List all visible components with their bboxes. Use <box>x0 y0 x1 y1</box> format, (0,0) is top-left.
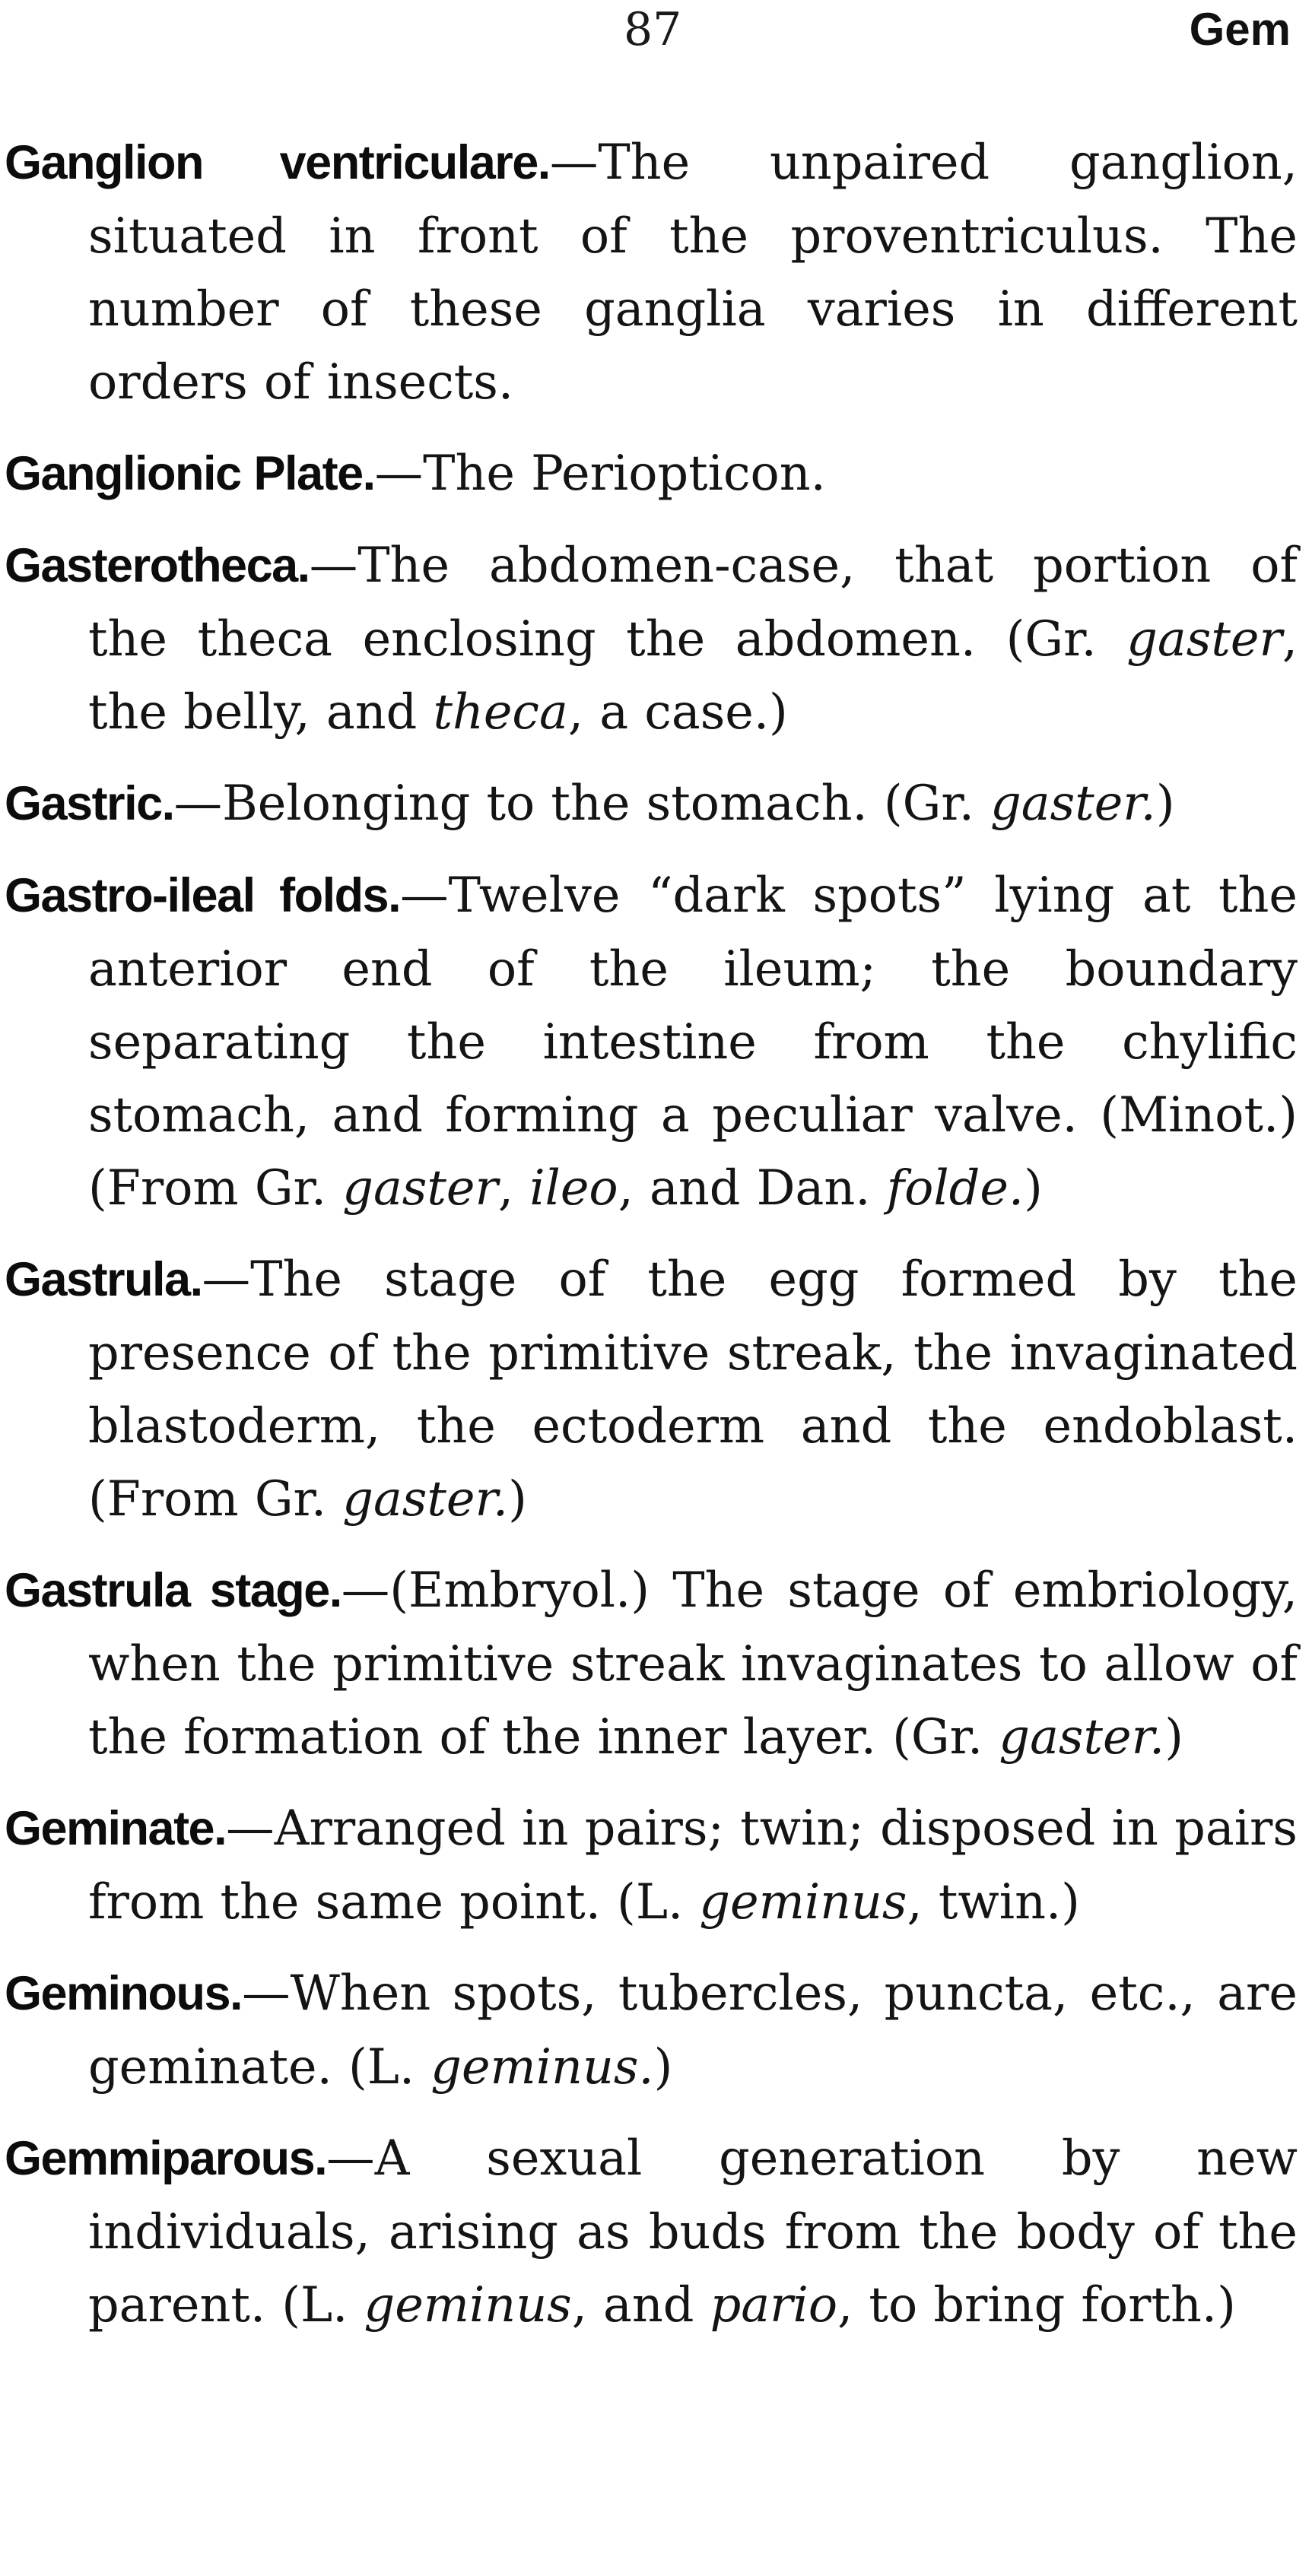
entry-dash: — <box>549 134 599 190</box>
entry-etymon: gaster. <box>342 1470 509 1527</box>
entry-definition-text: (Embryol.) The stage of embriology, when the primitive streak invaginates to allow of the formation of the inner layer. (Gr. <box>88 1562 1298 1765</box>
entry-definition-text: The Periopticon. <box>423 445 826 501</box>
entry-definition-text: , to bring forth.) <box>837 2276 1236 2333</box>
entry-definition-text: ) <box>1155 775 1175 831</box>
glossary-entry <box>5 858 1298 1224</box>
entry-definition-text: The stage of the egg formed by the presence of the primitive streak, the invaginated blastoderm, the ectoderm and the endoblast. (From Gr. <box>88 1251 1298 1527</box>
entry-etymon: theca <box>433 684 568 740</box>
entry-dash: — <box>309 537 358 593</box>
entry-definition-text: , and Dan. <box>618 1160 887 1216</box>
entry-headword: Geminous. <box>5 1967 243 2020</box>
entry-etymon: geminus <box>364 2276 572 2333</box>
entry-headword: Gemmiparous. <box>5 2132 327 2185</box>
glossary-entry <box>5 1553 1298 1773</box>
entry-definition-text: Belonging to the stomach. (Gr. <box>222 775 991 831</box>
glossary-entry <box>5 1242 1298 1535</box>
entry-headword: Gasterotheca. <box>5 539 310 592</box>
entry-etymon: geminus <box>699 1873 907 1930</box>
entry-definition-text: When spots, tubercles, puncta, etc., are geminate. (L. <box>88 1965 1298 2095</box>
entry-definition-text: Arranged in pairs; twin; disposed in pairs from the same point. (L. <box>88 1800 1298 1930</box>
entry-headword: Geminate. <box>5 1802 227 1855</box>
entry-definition-text: , twin.) <box>907 1873 1080 1930</box>
entry-definition-text: ) <box>1164 1708 1183 1765</box>
glossary-entry <box>5 1791 1298 1938</box>
glossary-entry <box>5 766 1298 840</box>
entry-etymon: ileo <box>529 1160 618 1216</box>
entry-dash: — <box>326 2130 375 2186</box>
entry-definition-text: ) <box>1024 1160 1043 1216</box>
entry-headword: Gastrula stage. <box>5 1564 342 1617</box>
entry-etymon: gaster. <box>999 1708 1165 1765</box>
entry-dash: — <box>173 775 223 831</box>
entry-headword: Gastrula. <box>5 1253 202 1306</box>
entry-definition-text: ) <box>508 1470 527 1527</box>
entry-etymon: gaster <box>1126 611 1282 667</box>
entry-dash: — <box>202 1251 251 1307</box>
glossary-entries <box>5 125 1298 2359</box>
entry-definition-text: Twelve “dark spots” lying at the anterior end of the ileum; the boundary separating the intestine from the chylific stomach, and forming a peculiar valve. (Minot.) (From Gr. <box>88 867 1298 1216</box>
glossary-entry <box>5 125 1298 418</box>
entry-definition-text: , and <box>571 2276 710 2333</box>
page-number: 87 <box>624 3 682 56</box>
entry-definition-text: ) <box>653 2038 673 2095</box>
entry-definition-text: The unpaired ganglion, situated in front of the proventriculus. The number of these ganglia varies in different orders of insects. <box>88 134 1298 410</box>
glossary-entry <box>5 2121 1298 2341</box>
entry-etymon: gaster <box>342 1160 498 1216</box>
entry-definition-text: A sexual generation by new individuals, arising as buds from the body of the parent. (L. <box>88 2130 1298 2333</box>
running-header <box>0 0 1312 68</box>
entry-definition-text: , a case.) <box>567 684 788 740</box>
entry-etymon: geminus. <box>430 2038 654 2095</box>
entry-headword: Gastric. <box>5 777 174 830</box>
entry-headword: Ganglionic Plate. <box>5 447 375 500</box>
guide-word: Gem <box>1189 4 1291 55</box>
entry-dash: — <box>242 1965 291 2021</box>
entry-headword: Ganglion ventriculare. <box>5 136 550 189</box>
entry-definition-text: , the belly, and <box>88 611 1298 740</box>
entry-dash: — <box>400 867 449 923</box>
entry-definition-text: , <box>497 1160 530 1216</box>
glossary-entry <box>5 1956 1298 2103</box>
entry-dash: — <box>226 1800 275 1856</box>
entry-dash: — <box>341 1562 390 1618</box>
entry-definition-text: The abdomen-case, that portion of the theca enclosing the abdomen. (Gr. <box>88 537 1298 667</box>
entry-etymon: pario <box>710 2276 838 2333</box>
entry-headword: Gastro-ileal folds. <box>5 869 401 922</box>
glossary-entry <box>5 528 1298 748</box>
glossary-entry <box>5 436 1298 510</box>
entry-dash: — <box>374 445 424 501</box>
entry-etymon: folde. <box>886 1160 1025 1216</box>
entry-etymon: gaster. <box>990 775 1156 831</box>
